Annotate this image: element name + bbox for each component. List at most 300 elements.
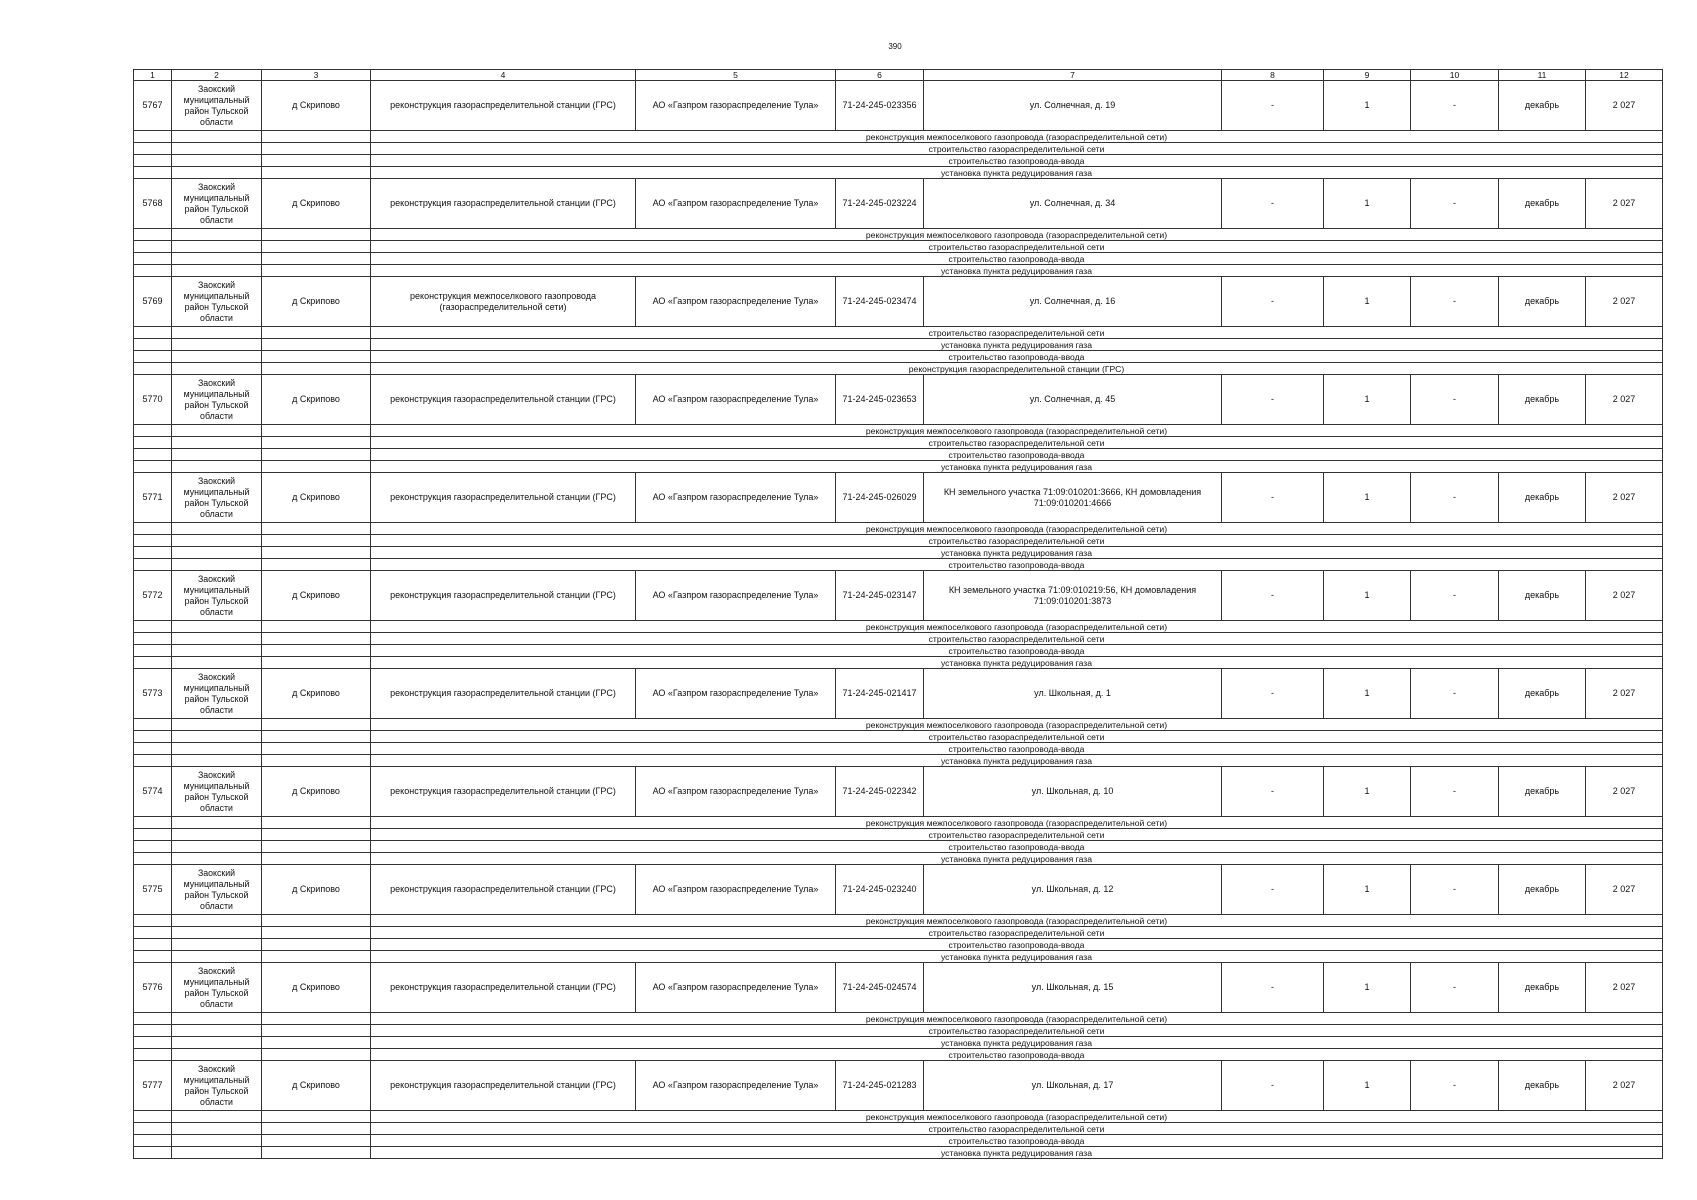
- record-number: 5767: [134, 81, 172, 131]
- empty-cell: [262, 1147, 371, 1159]
- sub-work-cell: установка пункта редуцирования газа: [371, 547, 1663, 559]
- empty-cell: [262, 143, 371, 155]
- column-8-cell: -: [1222, 963, 1324, 1013]
- organization-cell: АО «Газпром газораспределение Тула»: [636, 767, 836, 817]
- column-9-cell: 1: [1324, 669, 1411, 719]
- sub-work-row: [134, 1147, 1663, 1159]
- sub-work-cell: строительство газопровода-ввода: [371, 841, 1663, 853]
- sub-work-row: [134, 853, 1663, 865]
- column-number: 11: [1499, 70, 1586, 81]
- sub-work-cell: реконструкция межпоселкового газопровода (газораспределительной сети): [371, 425, 1663, 437]
- sub-work-cell: установка пункта редуцирования газа: [371, 1147, 1663, 1159]
- empty-cell: [134, 731, 172, 743]
- empty-cell: [262, 155, 371, 167]
- sub-work-cell: реконструкция межпоселкового газопровода (газораспределительной сети): [371, 719, 1663, 731]
- empty-cell: [134, 547, 172, 559]
- sub-work-cell: строительство газораспределительной сети: [371, 327, 1663, 339]
- empty-cell: [172, 253, 262, 265]
- column-9-cell: 1: [1324, 375, 1411, 425]
- column-10-cell: -: [1411, 179, 1499, 229]
- month-cell: декабрь: [1499, 473, 1586, 523]
- empty-cell: [172, 327, 262, 339]
- location-cell: ул. Солнечная, д. 34: [924, 179, 1222, 229]
- sub-work-row: [134, 363, 1663, 375]
- year-cell: 2 027: [1586, 767, 1663, 817]
- empty-cell: [172, 853, 262, 865]
- sub-work-cell: строительство газопровода-ввода: [371, 559, 1663, 571]
- empty-cell: [134, 915, 172, 927]
- sub-work-row: [134, 327, 1663, 339]
- column-10-cell: -: [1411, 81, 1499, 131]
- sub-work-cell: строительство газопровода-ввода: [371, 1135, 1663, 1147]
- sub-work-row: [134, 229, 1663, 241]
- sub-work-cell: строительство газораспределительной сети: [371, 927, 1663, 939]
- sub-work-cell: строительство газопровода-ввода: [371, 939, 1663, 951]
- empty-cell: [172, 461, 262, 473]
- sub-work-cell: строительство газопровода-ввода: [371, 449, 1663, 461]
- empty-cell: [172, 1147, 262, 1159]
- empty-cell: [262, 1135, 371, 1147]
- sub-work-row: [134, 523, 1663, 535]
- sub-work-cell: реконструкция межпоселкового газопровода (газораспределительной сети): [371, 523, 1663, 535]
- record-number: 5772: [134, 571, 172, 621]
- district-cell: Заокский муниципальный район Тульской области: [172, 179, 262, 229]
- month-cell: декабрь: [1499, 767, 1586, 817]
- sub-work-row: [134, 559, 1663, 571]
- organization-cell: АО «Газпром газораспределение Тула»: [636, 963, 836, 1013]
- table-row: [134, 963, 1663, 1013]
- column-8-cell: -: [1222, 81, 1324, 131]
- empty-cell: [134, 939, 172, 951]
- column-10-cell: -: [1411, 571, 1499, 621]
- sub-work-cell: реконструкция межпоселкового газопровода (газораспределительной сети): [371, 915, 1663, 927]
- year-cell: 2 027: [1586, 1061, 1663, 1111]
- sub-work-cell: строительство газораспределительной сети: [371, 143, 1663, 155]
- sub-work-cell: реконструкция межпоселкового газопровода (газораспределительной сети): [371, 1111, 1663, 1123]
- empty-cell: [172, 155, 262, 167]
- column-8-cell: -: [1222, 473, 1324, 523]
- empty-cell: [134, 657, 172, 669]
- sub-work-cell: строительство газораспределительной сети: [371, 1123, 1663, 1135]
- sub-work-cell: строительство газораспределительной сети: [371, 829, 1663, 841]
- empty-cell: [134, 229, 172, 241]
- table-row: [134, 473, 1663, 523]
- column-number: 5: [636, 70, 836, 81]
- column-number: 10: [1411, 70, 1499, 81]
- sub-work-row: [134, 743, 1663, 755]
- sub-work-row: [134, 951, 1663, 963]
- settlement-cell: д Скрипово: [262, 669, 371, 719]
- sub-work-cell: строительство газопровода-ввода: [371, 351, 1663, 363]
- sub-work-cell: установка пункта редуцирования газа: [371, 1037, 1663, 1049]
- sub-work-row: [134, 265, 1663, 277]
- column-10-cell: -: [1411, 963, 1499, 1013]
- sub-work-cell: строительство газораспределительной сети: [371, 437, 1663, 449]
- location-cell: ул. Школьная, д. 17: [924, 1061, 1222, 1111]
- sub-work-row: [134, 437, 1663, 449]
- empty-cell: [262, 755, 371, 767]
- empty-cell: [134, 143, 172, 155]
- year-cell: 2 027: [1586, 473, 1663, 523]
- empty-cell: [134, 265, 172, 277]
- district-cell: Заокский муниципальный район Тульской области: [172, 375, 262, 425]
- record-number: 5776: [134, 963, 172, 1013]
- empty-cell: [262, 743, 371, 755]
- column-number: 1: [134, 70, 172, 81]
- column-9-cell: 1: [1324, 277, 1411, 327]
- sub-work-cell: строительство газопровода-ввода: [371, 253, 1663, 265]
- empty-cell: [172, 939, 262, 951]
- sub-work-cell: установка пункта редуцирования газа: [371, 755, 1663, 767]
- month-cell: декабрь: [1499, 963, 1586, 1013]
- empty-cell: [134, 523, 172, 535]
- sub-work-row: [134, 915, 1663, 927]
- sub-work-cell: строительство газораспределительной сети: [371, 731, 1663, 743]
- column-number: 4: [371, 70, 636, 81]
- table-row: [134, 1061, 1663, 1111]
- empty-cell: [134, 1049, 172, 1061]
- location-cell: ул. Школьная, д. 10: [924, 767, 1222, 817]
- location-cell: ул. Школьная, д. 1: [924, 669, 1222, 719]
- settlement-cell: д Скрипово: [262, 81, 371, 131]
- empty-cell: [172, 1025, 262, 1037]
- sub-work-row: [134, 449, 1663, 461]
- column-9-cell: 1: [1324, 81, 1411, 131]
- empty-cell: [172, 535, 262, 547]
- empty-cell: [172, 167, 262, 179]
- column-number-row: [134, 70, 1663, 81]
- empty-cell: [262, 167, 371, 179]
- organization-cell: АО «Газпром газораспределение Тула»: [636, 571, 836, 621]
- record-number: 5770: [134, 375, 172, 425]
- table-row: [134, 571, 1663, 621]
- sub-work-row: [134, 1013, 1663, 1025]
- sub-work-row: [134, 841, 1663, 853]
- work-type-cell: реконструкция газораспределительной станции (ГРС): [371, 865, 636, 915]
- empty-cell: [134, 755, 172, 767]
- empty-cell: [172, 241, 262, 253]
- sub-work-row: [134, 535, 1663, 547]
- empty-cell: [172, 351, 262, 363]
- table-row: [134, 375, 1663, 425]
- record-number: 5777: [134, 1061, 172, 1111]
- table-row: [134, 179, 1663, 229]
- empty-cell: [172, 437, 262, 449]
- district-cell: Заокский муниципальный район Тульской области: [172, 865, 262, 915]
- empty-cell: [134, 167, 172, 179]
- empty-cell: [134, 743, 172, 755]
- empty-cell: [172, 731, 262, 743]
- record-number: 5769: [134, 277, 172, 327]
- sub-work-row: [134, 1049, 1663, 1061]
- table-row: [134, 81, 1663, 131]
- location-cell: КН земельного участка 71:09:010219:56, КН домовладения 71:09:010201:3873: [924, 571, 1222, 621]
- empty-cell: [262, 339, 371, 351]
- year-cell: 2 027: [1586, 963, 1663, 1013]
- empty-cell: [172, 951, 262, 963]
- empty-cell: [134, 155, 172, 167]
- column-9-cell: 1: [1324, 571, 1411, 621]
- work-type-cell: реконструкция газораспределительной станции (ГРС): [371, 1061, 636, 1111]
- sub-work-row: [134, 143, 1663, 155]
- sub-work-cell: строительство газопровода-ввода: [371, 1049, 1663, 1061]
- column-9-cell: 1: [1324, 179, 1411, 229]
- empty-cell: [172, 719, 262, 731]
- empty-cell: [134, 719, 172, 731]
- sub-work-cell: реконструкция межпоселкового газопровода (газораспределительной сети): [371, 817, 1663, 829]
- object-code-cell: 71-24-245-021283: [836, 1061, 924, 1111]
- organization-cell: АО «Газпром газораспределение Тула»: [636, 865, 836, 915]
- sub-work-row: [134, 339, 1663, 351]
- settlement-cell: д Скрипово: [262, 767, 371, 817]
- empty-cell: [172, 559, 262, 571]
- sub-work-row: [134, 731, 1663, 743]
- sub-work-row: [134, 461, 1663, 473]
- empty-cell: [134, 559, 172, 571]
- object-code-cell: 71-24-245-023474: [836, 277, 924, 327]
- empty-cell: [134, 841, 172, 853]
- sub-work-row: [134, 621, 1663, 633]
- organization-cell: АО «Газпром газораспределение Тула»: [636, 669, 836, 719]
- year-cell: 2 027: [1586, 179, 1663, 229]
- empty-cell: [262, 731, 371, 743]
- object-code-cell: 71-24-245-023653: [836, 375, 924, 425]
- empty-cell: [262, 327, 371, 339]
- sub-work-cell: строительство газораспределительной сети: [371, 535, 1663, 547]
- sub-work-cell: реконструкция межпоселкового газопровода (газораспределительной сети): [371, 131, 1663, 143]
- sub-work-row: [134, 425, 1663, 437]
- empty-cell: [262, 253, 371, 265]
- empty-cell: [172, 743, 262, 755]
- sub-work-cell: реконструкция газораспределительной станции (ГРС): [371, 363, 1663, 375]
- column-10-cell: -: [1411, 473, 1499, 523]
- empty-cell: [134, 1025, 172, 1037]
- empty-cell: [134, 951, 172, 963]
- column-8-cell: -: [1222, 669, 1324, 719]
- column-8-cell: -: [1222, 767, 1324, 817]
- empty-cell: [262, 621, 371, 633]
- district-cell: Заокский муниципальный район Тульской области: [172, 571, 262, 621]
- settlement-cell: д Скрипово: [262, 1061, 371, 1111]
- settlement-cell: д Скрипово: [262, 865, 371, 915]
- column-8-cell: -: [1222, 1061, 1324, 1111]
- object-code-cell: 71-24-245-024574: [836, 963, 924, 1013]
- sub-work-row: [134, 1123, 1663, 1135]
- empty-cell: [134, 645, 172, 657]
- work-type-cell: реконструкция газораспределительной станции (ГРС): [371, 179, 636, 229]
- organization-cell: АО «Газпром газораспределение Тула»: [636, 473, 836, 523]
- settlement-cell: д Скрипово: [262, 571, 371, 621]
- year-cell: 2 027: [1586, 81, 1663, 131]
- sub-work-cell: строительство газопровода-ввода: [371, 155, 1663, 167]
- empty-cell: [262, 535, 371, 547]
- sub-work-row: [134, 645, 1663, 657]
- column-number: 12: [1586, 70, 1663, 81]
- empty-cell: [262, 437, 371, 449]
- work-type-cell: реконструкция газораспределительной станции (ГРС): [371, 767, 636, 817]
- sub-work-row: [134, 829, 1663, 841]
- empty-cell: [262, 829, 371, 841]
- column-10-cell: -: [1411, 669, 1499, 719]
- settlement-cell: д Скрипово: [262, 963, 371, 1013]
- empty-cell: [172, 1123, 262, 1135]
- empty-cell: [134, 425, 172, 437]
- empty-cell: [172, 829, 262, 841]
- empty-cell: [262, 951, 371, 963]
- location-cell: ул. Школьная, д. 15: [924, 963, 1222, 1013]
- month-cell: декабрь: [1499, 375, 1586, 425]
- empty-cell: [172, 841, 262, 853]
- empty-cell: [134, 927, 172, 939]
- column-10-cell: -: [1411, 277, 1499, 327]
- column-number: 8: [1222, 70, 1324, 81]
- sub-work-row: [134, 253, 1663, 265]
- column-10-cell: -: [1411, 767, 1499, 817]
- month-cell: декабрь: [1499, 669, 1586, 719]
- page-number: 390: [888, 42, 902, 51]
- empty-cell: [172, 817, 262, 829]
- column-number: 9: [1324, 70, 1411, 81]
- work-type-cell: реконструкция газораспределительной станции (ГРС): [371, 571, 636, 621]
- empty-cell: [172, 1049, 262, 1061]
- object-code-cell: 71-24-245-022342: [836, 767, 924, 817]
- sub-work-cell: реконструкция межпоселкового газопровода (газораспределительной сети): [371, 1013, 1663, 1025]
- empty-cell: [262, 449, 371, 461]
- sub-work-row: [134, 719, 1663, 731]
- organization-cell: АО «Газпром газораспределение Тула»: [636, 277, 836, 327]
- sub-work-cell: установка пункта редуцирования газа: [371, 339, 1663, 351]
- object-code-cell: 71-24-245-023356: [836, 81, 924, 131]
- column-number: 7: [924, 70, 1222, 81]
- object-code-cell: 71-24-245-021417: [836, 669, 924, 719]
- empty-cell: [172, 265, 262, 277]
- location-cell: ул. Солнечная, д. 19: [924, 81, 1222, 131]
- sub-work-row: [134, 351, 1663, 363]
- sub-work-row: [134, 547, 1663, 559]
- table-row: [134, 277, 1663, 327]
- location-cell: КН земельного участка 71:09:010201:3666, КН домовладения 71:09:010201:4666: [924, 473, 1222, 523]
- settlement-cell: д Скрипово: [262, 473, 371, 523]
- year-cell: 2 027: [1586, 375, 1663, 425]
- sub-work-cell: установка пункта редуцирования газа: [371, 951, 1663, 963]
- column-number: 2: [172, 70, 262, 81]
- empty-cell: [172, 143, 262, 155]
- column-10-cell: -: [1411, 1061, 1499, 1111]
- empty-cell: [262, 817, 371, 829]
- empty-cell: [262, 1111, 371, 1123]
- table-row: [134, 767, 1663, 817]
- sub-work-cell: реконструкция межпоселкового газопровода (газораспределительной сети): [371, 621, 1663, 633]
- month-cell: декабрь: [1499, 571, 1586, 621]
- record-number: 5771: [134, 473, 172, 523]
- empty-cell: [172, 425, 262, 437]
- empty-cell: [134, 351, 172, 363]
- settlement-cell: д Скрипово: [262, 277, 371, 327]
- empty-cell: [172, 657, 262, 669]
- empty-cell: [262, 927, 371, 939]
- month-cell: декабрь: [1499, 865, 1586, 915]
- empty-cell: [262, 1025, 371, 1037]
- empty-cell: [134, 1147, 172, 1159]
- object-code-cell: 71-24-245-023240: [836, 865, 924, 915]
- month-cell: декабрь: [1499, 81, 1586, 131]
- column-8-cell: -: [1222, 277, 1324, 327]
- column-9-cell: 1: [1324, 865, 1411, 915]
- sub-work-row: [134, 155, 1663, 167]
- sub-work-cell: строительство газопровода-ввода: [371, 645, 1663, 657]
- year-cell: 2 027: [1586, 669, 1663, 719]
- column-8-cell: -: [1222, 865, 1324, 915]
- empty-cell: [262, 841, 371, 853]
- empty-cell: [262, 853, 371, 865]
- empty-cell: [172, 621, 262, 633]
- empty-cell: [262, 241, 371, 253]
- empty-cell: [172, 547, 262, 559]
- empty-cell: [134, 1123, 172, 1135]
- empty-cell: [262, 657, 371, 669]
- empty-cell: [172, 1135, 262, 1147]
- empty-cell: [172, 645, 262, 657]
- work-type-cell: реконструкция газораспределительной станции (ГРС): [371, 473, 636, 523]
- empty-cell: [262, 1037, 371, 1049]
- sub-work-row: [134, 939, 1663, 951]
- empty-cell: [262, 939, 371, 951]
- organization-cell: АО «Газпром газораспределение Тула»: [636, 375, 836, 425]
- sub-work-row: [134, 755, 1663, 767]
- empty-cell: [172, 915, 262, 927]
- table-body: [134, 70, 1663, 1159]
- sub-work-row: [134, 167, 1663, 179]
- column-10-cell: -: [1411, 865, 1499, 915]
- column-10-cell: -: [1411, 375, 1499, 425]
- empty-cell: [262, 265, 371, 277]
- empty-cell: [172, 927, 262, 939]
- organization-cell: АО «Газпром газораспределение Тула»: [636, 179, 836, 229]
- empty-cell: [172, 755, 262, 767]
- empty-cell: [262, 633, 371, 645]
- empty-cell: [172, 449, 262, 461]
- district-cell: Заокский муниципальный район Тульской области: [172, 963, 262, 1013]
- sub-work-cell: установка пункта редуцирования газа: [371, 657, 1663, 669]
- object-code-cell: 71-24-245-023147: [836, 571, 924, 621]
- sub-work-row: [134, 131, 1663, 143]
- sub-work-row: [134, 817, 1663, 829]
- column-9-cell: 1: [1324, 1061, 1411, 1111]
- empty-cell: [134, 449, 172, 461]
- record-number: 5774: [134, 767, 172, 817]
- register-table: [133, 69, 1663, 1159]
- empty-cell: [262, 131, 371, 143]
- sub-work-cell: установка пункта редуцирования газа: [371, 461, 1663, 473]
- table-row: [134, 669, 1663, 719]
- year-cell: 2 027: [1586, 865, 1663, 915]
- location-cell: ул. Школьная, д. 12: [924, 865, 1222, 915]
- month-cell: декабрь: [1499, 179, 1586, 229]
- record-number: 5775: [134, 865, 172, 915]
- location-cell: ул. Солнечная, д. 45: [924, 375, 1222, 425]
- object-code-cell: 71-24-245-023224: [836, 179, 924, 229]
- empty-cell: [134, 1037, 172, 1049]
- empty-cell: [134, 131, 172, 143]
- empty-cell: [134, 1135, 172, 1147]
- empty-cell: [134, 253, 172, 265]
- empty-cell: [134, 535, 172, 547]
- table-row: [134, 865, 1663, 915]
- sub-work-cell: строительство газораспределительной сети: [371, 633, 1663, 645]
- district-cell: Заокский муниципальный район Тульской области: [172, 473, 262, 523]
- empty-cell: [262, 645, 371, 657]
- district-cell: Заокский муниципальный район Тульской области: [172, 767, 262, 817]
